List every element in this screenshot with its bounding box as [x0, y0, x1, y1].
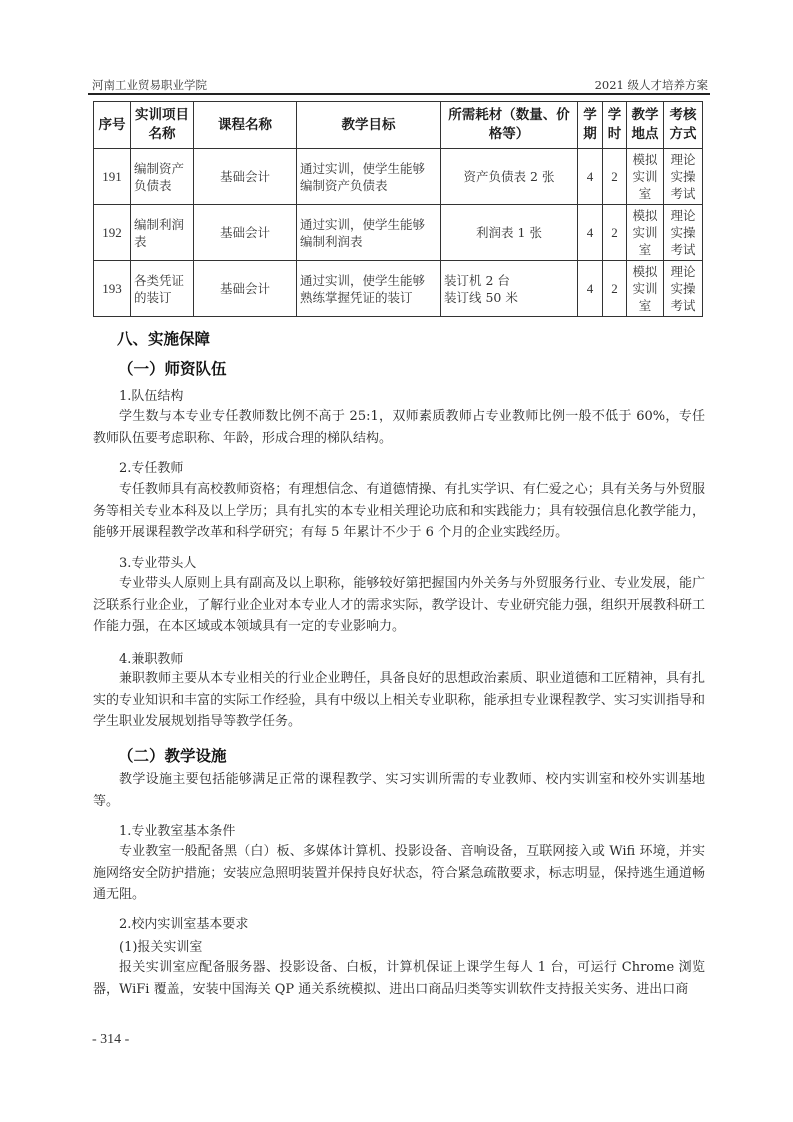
subsection-title-facilities: （二）教学设施: [118, 747, 227, 765]
page-header: [92, 77, 708, 93]
paragraph: 专业带头人原则上具有副高及以上职称，能够较好第把握国内外关务与外贸服务行业、专业发展，能广泛联系行业企业，了解行业企业对本专业人才的需求实际，教学设计、专业研究能力强，组织开展教科研工作能力强，在本区域或本领域具有一定的专业影响力。: [93, 576, 705, 634]
cell-goal: 通过实训，使学生能够编制资产负债表: [297, 149, 441, 205]
paragraph: 报关实训室应配备服务器、投影设备、白板，计算机保证上课学生每人 1 台，可运行 Chrome 浏览器，WiFi 覆盖，安装中国海关 QP 通关系统模拟、进出口商品归类等实训软件支持报关实务、进出口商: [93, 960, 705, 997]
col-header-no: 序号: [94, 102, 131, 149]
paragraph: 教学设施主要包括能够满足正常的课程教学、实习实训所需的专业教师、校内实训室和校外实训基地等。: [93, 772, 705, 809]
paragraph: 学生数与本专业专任教师数比例不高于 25:1，双师素质教师占专业教师比例一般不低于 60%，专任教师队伍要考虑职称、年龄，形成合理的梯队结构。: [93, 409, 705, 446]
cell-semester: 4: [578, 205, 603, 261]
cell-materials: 利润表 1 张: [441, 205, 578, 261]
header-rule: [88, 93, 710, 95]
cell-location: 模拟实训室: [627, 149, 664, 205]
paragraph: 兼职教师主要从本专业相关的行业企业聘任，具备良好的思想政治素质、职业道德和工匠精神，具有扎实的专业知识和丰富的实际工作经验，具有中级以上相关专业职称，能承担专业课程教学、实习实训指导和学生职业发展规划指导等教学任务。: [93, 671, 705, 729]
cell-semester: 4: [578, 261, 603, 317]
cell-project: 编制资产负债表: [131, 149, 194, 205]
cell-semester: 4: [578, 149, 603, 205]
table-row: [94, 149, 703, 205]
paragraph: 专业教室一般配备黑（白）板、多媒体计算机、投影设备、音响设备，互联网接入或 Wifi 环境，并实施网络安全防护措施；安装应急照明装置并保持良好状态，符合紧急疏散要求，标志明显，保持逃生通道畅通无阻。: [93, 844, 705, 902]
cell-hours: 2: [603, 149, 627, 205]
header-plan-title: 2021 级人才培养方案: [594, 78, 708, 92]
col-header-course: 课程名称: [194, 102, 297, 149]
item-heading: 2.专任教师: [119, 461, 184, 476]
training-table: [93, 101, 703, 317]
cell-location: 模拟实训室: [627, 205, 664, 261]
col-header-hours: 学时: [603, 102, 627, 149]
cell-no: 192: [94, 205, 131, 261]
item-heading: 4.兼职教师: [119, 652, 184, 667]
col-header-location: 教学地点: [627, 102, 664, 149]
cell-assessment: 理论实操考试: [664, 261, 703, 317]
cell-hours: 2: [603, 261, 627, 317]
cell-goal: 通过实训，使学生能够熟练掌握凭证的装订: [297, 261, 441, 317]
paragraph: 专任教师具有高校教师资格；有理想信念、有道德情操、有扎实学识、有仁爱之心；具有关务与外贸服务等相关专业本科及以上学历；具有扎实的本专业相关理论功底和和实践能力；具有较强信息化教学能力，能够开展课程教学改革和科学研究；有每 5 年累计不少于 6 个月的企业实践经历。: [93, 482, 705, 540]
col-header-semester: 学期: [578, 102, 603, 149]
table-row: [94, 205, 703, 261]
table-row: [94, 261, 703, 317]
subitem-heading: (1)报关实训室: [119, 940, 203, 955]
subsection-title-faculty: （一）师资队伍: [118, 360, 227, 378]
cell-project: 各类凭证的装订: [131, 261, 194, 317]
item-heading: 2.校内实训室基本要求: [119, 917, 249, 932]
cell-assessment: 理论实操考试: [664, 205, 703, 261]
cell-location: 模拟实训室: [627, 261, 664, 317]
cell-course: 基础会计: [194, 149, 297, 205]
col-header-project: 实训项目名称: [131, 102, 194, 149]
cell-course: 基础会计: [194, 261, 297, 317]
item-heading: 1.队伍结构: [119, 389, 184, 404]
col-header-materials: 所需耗材（数量、价格等）: [441, 102, 578, 149]
cell-materials: 装订机 2 台 装订线 50 米: [441, 261, 578, 317]
cell-no: 193: [94, 261, 131, 317]
cell-goal: 通过实训，使学生能够编制利润表: [297, 205, 441, 261]
cell-project: 编制利润表: [131, 205, 194, 261]
cell-hours: 2: [603, 205, 627, 261]
header-institution: 河南工业贸易职业学院: [92, 78, 207, 92]
cell-no: 191: [94, 149, 131, 205]
cell-materials: 资产负债表 2 张: [441, 149, 578, 205]
col-header-goal: 教学目标: [297, 102, 441, 149]
item-heading: 1.专业教室基本条件: [119, 824, 236, 839]
page-number: - 314 -: [92, 1032, 130, 1047]
cell-course: 基础会计: [194, 205, 297, 261]
item-heading: 3.专业带头人: [119, 556, 197, 571]
cell-assessment: 理论实操考试: [664, 149, 703, 205]
table-header-row: [94, 102, 703, 149]
section-title: 八、实施保障: [117, 330, 211, 348]
col-header-assessment: 考核方式: [664, 102, 703, 149]
